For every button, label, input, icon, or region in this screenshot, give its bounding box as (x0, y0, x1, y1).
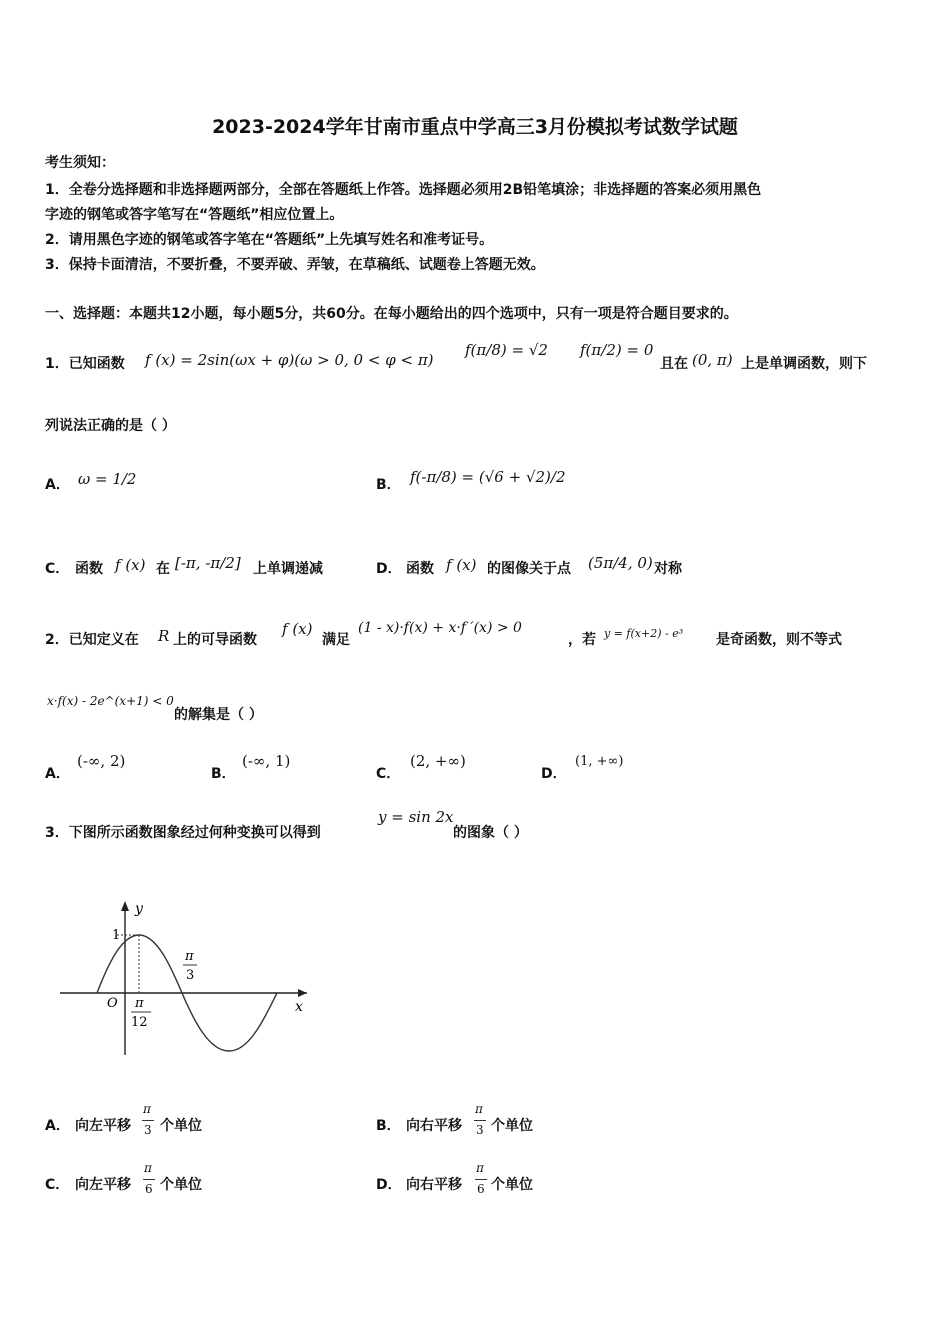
q1-option-c-text2: 在 (156, 561, 170, 577)
q1-suffix: 上是单调函数，则下 (741, 356, 867, 372)
q2-option-d[interactable]: (1, +∞) (575, 754, 624, 769)
q3-option-a-den: 3 (144, 1123, 152, 1137)
q1-option-d-fx: f (x) (446, 556, 477, 574)
q2-text6: 的解集是（ ） (174, 707, 263, 723)
q3-option-b-den: 3 (476, 1123, 484, 1137)
q3-option-c-label: C． (45, 1177, 70, 1193)
q1-option-c-label: C． (45, 561, 70, 577)
q3-option-b[interactable]: 向右平移 (406, 1118, 462, 1134)
q3-prefix: 3．下图所示函数图象经过何种变换可以得到 (45, 825, 321, 841)
q2-odd-function: y = f(x+2) - e³ (604, 627, 684, 640)
q3-option-b-num: π (475, 1102, 483, 1116)
q1-prefix: 1．已知函数 (45, 356, 125, 372)
q3-option-a-num: π (143, 1102, 151, 1116)
q1-interval: (0, π) (692, 351, 733, 369)
q1-cond2: f(π/2) = 0 (580, 341, 654, 359)
q1-cond1: f(π/8) = √2 (465, 341, 548, 359)
q1-mid: 且在 (660, 356, 688, 372)
pi12-denominator: 12 (131, 1015, 148, 1030)
q3-option-a-bar (142, 1120, 154, 1121)
q3-option-b-label: B． (376, 1118, 401, 1134)
q2-text5: 是奇函数，则不等式 (716, 632, 842, 648)
q2-option-a[interactable]: (-∞, 2) (77, 752, 126, 770)
q3-option-d-label: D． (376, 1177, 402, 1193)
q2-fx: f (x) (282, 620, 313, 638)
q3-option-d-den: 6 (477, 1182, 485, 1196)
notice-line-3: 3．保持卡面清洁，不要折叠，不要弄破、弄皱，在草稿纸、试题卷上答题无效。 (45, 257, 545, 273)
q3-option-d-num: π (476, 1161, 484, 1175)
q1-option-a[interactable]: ω = 1/2 (78, 470, 137, 488)
q1-option-c-interval: [-π, -π/2] (175, 554, 241, 572)
q2-text3: 满足 (322, 632, 350, 648)
q3-option-b-unit: 个单位 (491, 1118, 533, 1134)
sine-graph (55, 895, 315, 1060)
q2-R: R (158, 627, 170, 645)
q3-option-d-bar (475, 1179, 487, 1180)
page-title: 2023-2024学年甘南市重点中学高三3月份模拟考试数学试题 (212, 116, 738, 138)
section-heading: 一、选择题：本题共12小题，每小题5分，共60分。在每小题给出的四个选项中，只有一项是符合题目要求的。 (45, 306, 738, 322)
q1-option-d-text2: 的图像关于点 (487, 561, 571, 577)
q2-option-b[interactable]: (-∞, 1) (242, 752, 291, 770)
q3-option-d[interactable]: 向右平移 (406, 1177, 462, 1193)
q1-option-d-label: D． (376, 561, 402, 577)
q1-option-d-text3: 对称 (654, 561, 682, 577)
q3-option-b-bar (474, 1120, 486, 1121)
origin-label: O (107, 996, 118, 1011)
q1-option-c-fx: f (x) (115, 556, 146, 574)
q1-option-a-label: A． (45, 477, 70, 493)
q3-option-c-bar (143, 1179, 155, 1180)
q1-formula: f (x) = 2sin(ωx + φ)(ω > 0, 0 < φ < π) (145, 351, 434, 369)
notice-line-1b: 字迹的钢笔或答字笔写在“答题纸”相应位置上。 (45, 207, 344, 223)
q2-option-d-label: D． (541, 766, 567, 782)
q3-option-c-num: π (144, 1161, 152, 1175)
q1-option-b[interactable]: f(-π/8) = (√6 + √2)/2 (410, 468, 566, 486)
q1-option-d-point: (5π/4, 0) (588, 554, 653, 572)
notice-heading: 考生须知： (45, 155, 115, 171)
q3-option-a[interactable]: 向左平移 (75, 1118, 131, 1134)
q3-option-d-unit: 个单位 (491, 1177, 533, 1193)
q1-line2: 列说法正确的是（ ） (45, 418, 176, 434)
q3-option-a-unit: 个单位 (160, 1118, 202, 1134)
q3-function: y = sin 2x (378, 808, 454, 826)
q2-inequality: x·f(x) - 2e^(x+1) < 0 (47, 694, 174, 708)
y-axis-arrow-icon (121, 901, 129, 911)
q1-option-d-text1[interactable]: 函数 (406, 561, 434, 577)
q1-option-c-text3: 上单调递减 (253, 561, 323, 577)
x-axis-label: x (295, 999, 303, 1015)
q2-condition: (1 - x)·f(x) + x·f ′(x) > 0 (358, 620, 522, 636)
notice-line-1: 1．全卷分选择题和非选择题两部分，全部在答题纸上作答。选择题必须用2B铅笔填涂；非选择题的答案必须用黑色 (45, 182, 762, 198)
y-axis-label: y (135, 901, 143, 917)
pi12-numerator: π (135, 996, 144, 1011)
q3-option-c-unit: 个单位 (160, 1177, 202, 1193)
q3-option-a-label: A． (45, 1118, 70, 1134)
q2-option-b-label: B． (211, 766, 236, 782)
q2-option-c-label: C． (376, 766, 401, 782)
q1-option-c-text1[interactable]: 函数 (75, 561, 103, 577)
pi3-denominator: 3 (186, 968, 195, 983)
q2-text4: ，若 (568, 632, 596, 648)
q2-option-c[interactable]: (2, +∞) (410, 752, 466, 770)
pi3-numerator: π (185, 949, 194, 964)
q3-suffix: 的图象（ ） (453, 825, 528, 841)
q2-option-a-label: A． (45, 766, 70, 782)
q2-text2: 上的可导函数 (173, 632, 257, 648)
q2-prefix: 2．已知定义在 (45, 632, 139, 648)
q3-option-c[interactable]: 向左平移 (75, 1177, 131, 1193)
max-value-label: 1 (112, 928, 121, 943)
q1-option-b-label: B． (376, 477, 401, 493)
notice-line-2: 2．请用黑色字迹的钢笔或答字笔在“答题纸”上先填写姓名和准考证号。 (45, 232, 494, 248)
q3-option-c-den: 6 (145, 1182, 153, 1196)
x-axis-arrow-icon (298, 989, 307, 997)
